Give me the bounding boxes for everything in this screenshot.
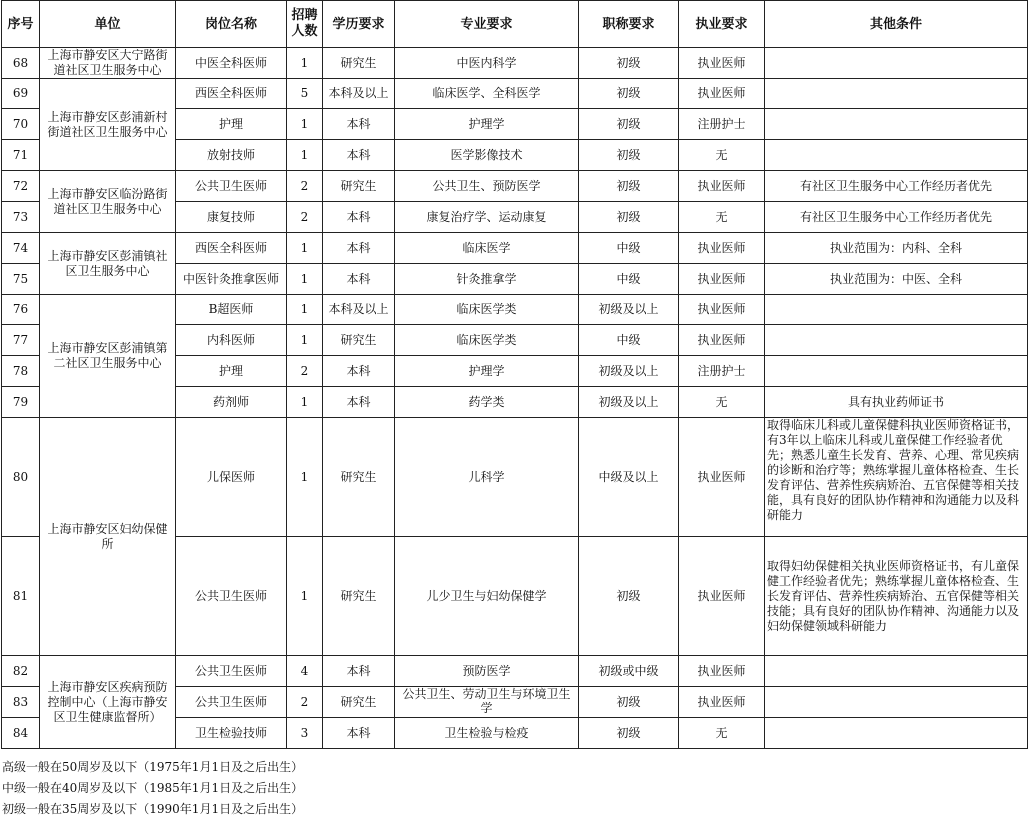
seq-cell: 72 bbox=[2, 171, 40, 202]
major-cell: 卫生检验与检疫 bbox=[395, 718, 579, 749]
education-cell: 研究生 bbox=[323, 325, 395, 356]
position-cell: 西医全科医师 bbox=[176, 233, 287, 264]
license-cell: 执业医师 bbox=[679, 295, 765, 325]
count-cell: 2 bbox=[287, 687, 323, 718]
other-cell bbox=[765, 656, 1028, 687]
license-cell: 执业医师 bbox=[679, 325, 765, 356]
education-cell: 本科 bbox=[323, 718, 395, 749]
seq-cell: 71 bbox=[2, 140, 40, 171]
table-row bbox=[2, 233, 1028, 264]
education-cell: 研究生 bbox=[323, 418, 395, 537]
seq-cell: 84 bbox=[2, 718, 40, 749]
title-req-cell: 初级及以上 bbox=[579, 356, 679, 387]
count-cell: 2 bbox=[287, 202, 323, 233]
other-cell: 取得妇幼保健相关执业医师资格证书，有儿童保健工作经验者优先；熟练掌握儿童体格检查、生长发育评估、营养性疾病矫治、五官保健等相关技能；具有良好的团队协作精神、沟通能力以及妇幼保健领域科研能力 bbox=[765, 537, 1028, 656]
license-cell: 执业医师 bbox=[679, 233, 765, 264]
other-cell: 执业范围为：内科、全科 bbox=[765, 233, 1028, 264]
age-notes bbox=[2, 757, 303, 820]
license-cell: 无 bbox=[679, 202, 765, 233]
count-cell: 1 bbox=[287, 233, 323, 264]
count-cell: 5 bbox=[287, 79, 323, 109]
position-cell: 公共卫生医师 bbox=[176, 656, 287, 687]
license-cell: 执业医师 bbox=[679, 48, 765, 79]
header-license: 执业要求 bbox=[679, 1, 765, 48]
count-cell: 1 bbox=[287, 537, 323, 656]
other-cell bbox=[765, 687, 1028, 718]
position-cell: 公共卫生医师 bbox=[176, 171, 287, 202]
unit-cell: 上海市静安区妇幼保健所 bbox=[40, 418, 176, 656]
note-junior: 初级一般在35周岁及以下（1990年1月1日及之后出生） bbox=[2, 802, 304, 816]
count-cell: 1 bbox=[287, 109, 323, 140]
seq-cell: 80 bbox=[2, 418, 40, 537]
license-cell: 执业医师 bbox=[679, 171, 765, 202]
count-cell: 2 bbox=[287, 356, 323, 387]
major-cell: 针灸推拿学 bbox=[395, 264, 579, 295]
title-req-cell: 初级 bbox=[579, 140, 679, 171]
major-cell: 医学影像技术 bbox=[395, 140, 579, 171]
header-other: 其他条件 bbox=[765, 1, 1028, 48]
major-cell: 护理学 bbox=[395, 356, 579, 387]
title-req-cell: 初级 bbox=[579, 48, 679, 79]
position-cell: B超医师 bbox=[176, 295, 287, 325]
count-cell: 1 bbox=[287, 48, 323, 79]
other-cell bbox=[765, 48, 1028, 79]
position-cell: 卫生检验技师 bbox=[176, 718, 287, 749]
header-position: 岗位名称 bbox=[176, 1, 287, 48]
license-cell: 注册护士 bbox=[679, 356, 765, 387]
title-req-cell: 初级 bbox=[579, 79, 679, 109]
title-req-cell: 初级 bbox=[579, 537, 679, 656]
other-cell bbox=[765, 295, 1028, 325]
table-row bbox=[2, 79, 1028, 109]
note-senior: 高级一般在50周岁及以下（1975年1月1日及之后出生） bbox=[2, 760, 304, 774]
education-cell: 研究生 bbox=[323, 48, 395, 79]
education-cell: 本科 bbox=[323, 387, 395, 418]
table-row bbox=[2, 656, 1028, 687]
count-cell: 2 bbox=[287, 171, 323, 202]
count-cell: 1 bbox=[287, 387, 323, 418]
position-cell: 中医针灸推拿医师 bbox=[176, 264, 287, 295]
seq-cell: 77 bbox=[2, 325, 40, 356]
major-cell: 公共卫生、预防医学 bbox=[395, 171, 579, 202]
education-cell: 研究生 bbox=[323, 171, 395, 202]
other-cell: 取得临床儿科或儿童保健科执业医师资格证书，有3年以上临床儿科或儿童保健工作经验者优先；熟悉儿童生长发育、营养、心理、常见疾病的诊断和治疗等；熟练掌握儿童体格检查、生长发育评估、营养性疾病矫治、五官保健等相关技能，具有良好的团队协作精神和沟通能力以及科研能力 bbox=[765, 418, 1028, 537]
major-cell: 康复治疗学、运动康复 bbox=[395, 202, 579, 233]
education-cell: 本科 bbox=[323, 202, 395, 233]
position-cell: 康复技师 bbox=[176, 202, 287, 233]
title-req-cell: 初级及以上 bbox=[579, 387, 679, 418]
table-row bbox=[2, 418, 1028, 537]
other-cell bbox=[765, 356, 1028, 387]
count-cell: 1 bbox=[287, 418, 323, 537]
major-cell: 临床医学类 bbox=[395, 295, 579, 325]
seq-cell: 81 bbox=[2, 537, 40, 656]
major-cell: 护理学 bbox=[395, 109, 579, 140]
seq-cell: 68 bbox=[2, 48, 40, 79]
position-cell: 中医全科医师 bbox=[176, 48, 287, 79]
position-cell: 护理 bbox=[176, 109, 287, 140]
major-cell: 临床医学类 bbox=[395, 325, 579, 356]
recruitment-table bbox=[1, 0, 1028, 749]
seq-cell: 82 bbox=[2, 656, 40, 687]
license-cell: 执业医师 bbox=[679, 656, 765, 687]
education-cell: 本科 bbox=[323, 656, 395, 687]
count-cell: 1 bbox=[287, 264, 323, 295]
count-cell: 1 bbox=[287, 295, 323, 325]
header-seq: 序号 bbox=[2, 1, 40, 48]
header-title-req: 职称要求 bbox=[579, 1, 679, 48]
major-cell: 儿少卫生与妇幼保健学 bbox=[395, 537, 579, 656]
other-cell: 有社区卫生服务中心工作经历者优先 bbox=[765, 202, 1028, 233]
count-cell: 4 bbox=[287, 656, 323, 687]
count-cell: 3 bbox=[287, 718, 323, 749]
position-cell: 公共卫生医师 bbox=[176, 537, 287, 656]
seq-cell: 78 bbox=[2, 356, 40, 387]
major-cell: 药学类 bbox=[395, 387, 579, 418]
position-cell: 内科医师 bbox=[176, 325, 287, 356]
position-cell: 药剂师 bbox=[176, 387, 287, 418]
education-cell: 本科及以上 bbox=[323, 295, 395, 325]
title-req-cell: 中级及以上 bbox=[579, 418, 679, 537]
title-req-cell: 初级及以上 bbox=[579, 295, 679, 325]
major-cell: 临床医学 bbox=[395, 233, 579, 264]
position-cell: 护理 bbox=[176, 356, 287, 387]
title-req-cell: 初级 bbox=[579, 718, 679, 749]
unit-cell: 上海市静安区大宁路街道社区卫生服务中心 bbox=[40, 48, 176, 79]
seq-cell: 76 bbox=[2, 295, 40, 325]
other-cell: 执业范围为：中医、全科 bbox=[765, 264, 1028, 295]
header-row bbox=[2, 1, 1028, 48]
title-req-cell: 初级 bbox=[579, 171, 679, 202]
table-row bbox=[2, 48, 1028, 79]
count-cell: 1 bbox=[287, 325, 323, 356]
position-cell: 儿保医师 bbox=[176, 418, 287, 537]
unit-cell: 上海市静安区彭浦镇社区卫生服务中心 bbox=[40, 233, 176, 295]
license-cell: 执业医师 bbox=[679, 264, 765, 295]
license-cell: 无 bbox=[679, 140, 765, 171]
unit-cell: 上海市静安区彭浦新村街道社区卫生服务中心 bbox=[40, 79, 176, 171]
title-req-cell: 初级或中级 bbox=[579, 656, 679, 687]
table-row bbox=[2, 171, 1028, 202]
other-cell bbox=[765, 718, 1028, 749]
major-cell: 临床医学、全科医学 bbox=[395, 79, 579, 109]
title-req-cell: 初级 bbox=[579, 687, 679, 718]
title-req-cell: 初级 bbox=[579, 109, 679, 140]
major-cell: 公共卫生、劳动卫生与环境卫生学 bbox=[395, 687, 579, 718]
education-cell: 本科 bbox=[323, 356, 395, 387]
title-req-cell: 中级 bbox=[579, 325, 679, 356]
seq-cell: 75 bbox=[2, 264, 40, 295]
other-cell bbox=[765, 109, 1028, 140]
position-cell: 西医全科医师 bbox=[176, 79, 287, 109]
other-cell bbox=[765, 140, 1028, 171]
header-major: 专业要求 bbox=[395, 1, 579, 48]
license-cell: 注册护士 bbox=[679, 109, 765, 140]
title-req-cell: 中级 bbox=[579, 264, 679, 295]
title-req-cell: 中级 bbox=[579, 233, 679, 264]
education-cell: 研究生 bbox=[323, 687, 395, 718]
table-row bbox=[2, 295, 1028, 325]
header-education: 学历要求 bbox=[323, 1, 395, 48]
license-cell: 执业医师 bbox=[679, 537, 765, 656]
license-cell: 执业医师 bbox=[679, 687, 765, 718]
education-cell: 本科及以上 bbox=[323, 79, 395, 109]
seq-cell: 79 bbox=[2, 387, 40, 418]
major-cell: 儿科学 bbox=[395, 418, 579, 537]
position-cell: 公共卫生医师 bbox=[176, 687, 287, 718]
education-cell: 本科 bbox=[323, 109, 395, 140]
education-cell: 本科 bbox=[323, 233, 395, 264]
unit-cell: 上海市静安区疾病预防控制中心（上海市静安区卫生健康监督所） bbox=[40, 656, 176, 749]
license-cell: 执业医师 bbox=[679, 79, 765, 109]
other-cell: 具有执业药师证书 bbox=[765, 387, 1028, 418]
count-cell: 1 bbox=[287, 140, 323, 171]
other-cell bbox=[765, 79, 1028, 109]
major-cell: 中医内科学 bbox=[395, 48, 579, 79]
seq-cell: 74 bbox=[2, 233, 40, 264]
seq-cell: 73 bbox=[2, 202, 40, 233]
license-cell: 无 bbox=[679, 718, 765, 749]
other-cell bbox=[765, 325, 1028, 356]
major-cell: 预防医学 bbox=[395, 656, 579, 687]
education-cell: 本科 bbox=[323, 140, 395, 171]
education-cell: 本科 bbox=[323, 264, 395, 295]
position-cell: 放射技师 bbox=[176, 140, 287, 171]
license-cell: 无 bbox=[679, 387, 765, 418]
education-cell: 研究生 bbox=[323, 537, 395, 656]
license-cell: 执业医师 bbox=[679, 418, 765, 537]
other-cell: 有社区卫生服务中心工作经历者优先 bbox=[765, 171, 1028, 202]
unit-cell: 上海市静安区临汾路街道社区卫生服务中心 bbox=[40, 171, 176, 233]
title-req-cell: 初级 bbox=[579, 202, 679, 233]
seq-cell: 83 bbox=[2, 687, 40, 718]
seq-cell: 69 bbox=[2, 79, 40, 109]
seq-cell: 70 bbox=[2, 109, 40, 140]
unit-cell: 上海市静安区彭浦镇第二社区卫生服务中心 bbox=[40, 295, 176, 418]
header-count: 招聘人数 bbox=[287, 1, 323, 48]
note-intermediate: 中级一般在40周岁及以下（1985年1月1日及之后出生） bbox=[2, 781, 304, 795]
header-unit: 单位 bbox=[40, 1, 176, 48]
